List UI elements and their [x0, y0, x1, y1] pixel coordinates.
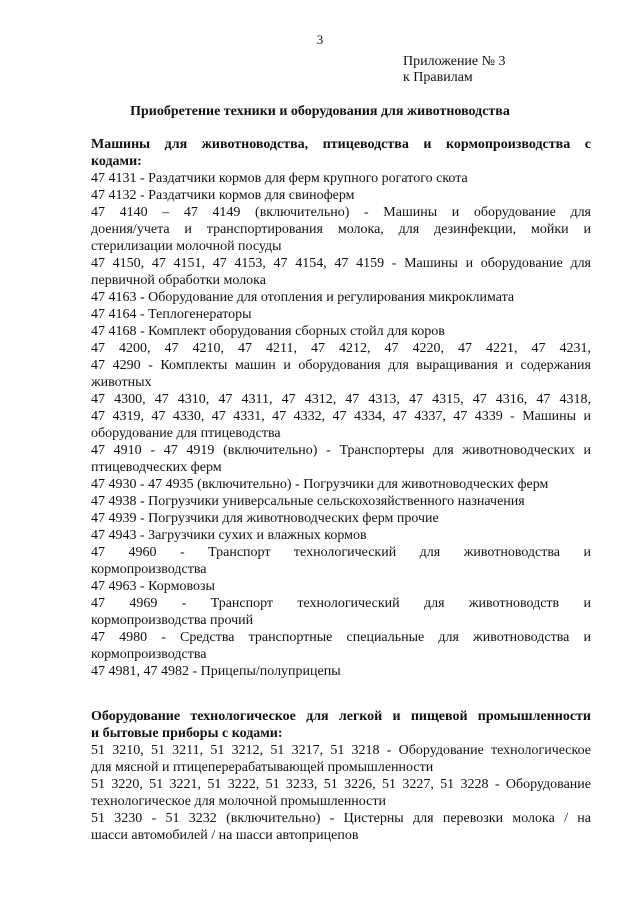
code-line: 51 3210, 51 3211, 51 3212, 51 3217, 51 3218 - Оборудование технологическое	[91, 743, 591, 758]
code-line: 47 4164 - Теплогенераторы	[91, 307, 252, 322]
appendix-line-1: Приложение № 3	[403, 54, 506, 69]
code-line: 47 4938 - Погрузчики универсальные сельскохозяйственного назначения	[91, 494, 525, 509]
code-line: 47 4150, 47 4151, 47 4153, 47 4154, 47 4159 - Машины и оборудование для	[91, 256, 591, 271]
section-1	[91, 136, 591, 680]
code-line: 47 4960 - Транспорт технологический для животноводства и	[91, 545, 591, 560]
code-line: 51 3220, 51 3221, 51 3222, 51 3233, 51 3226, 51 3227, 51 3228 - Оборудование	[91, 777, 591, 792]
code-line: доения/учета и транспортирования молока, для дезинфекции, мойки и	[91, 222, 591, 237]
code-line: 47 4969 - Транспорт технологический для животноводств и	[91, 596, 591, 611]
code-line: шасси автомобилей / на шасси автоприцепов	[91, 828, 359, 843]
section-2	[91, 708, 591, 844]
code-line: 47 4300, 47 4310, 47 4311, 47 4312, 47 4313, 47 4315, 47 4316, 47 4318,	[91, 392, 591, 407]
code-line: технологическое для молочной промышленности	[91, 794, 386, 809]
document-title: Приобретение техники и оборудования для животноводства	[130, 104, 510, 119]
code-line: 47 4200, 47 4210, 47 4211, 47 4212, 47 4220, 47 4221, 47 4231,	[91, 341, 591, 356]
page-number: 3	[316, 32, 324, 47]
code-line: 47 4980 - Средства транспортные специальные для животноводства и	[91, 630, 591, 645]
code-line: кормопроизводства прочий	[91, 613, 254, 628]
section-2-heading: Оборудование технологическое для легкой и пищевой промышленности	[91, 709, 591, 724]
code-line: 47 4963 - Кормовозы	[91, 579, 215, 594]
code-line: 47 4981, 47 4982 - Прицепы/полуприцепы	[91, 664, 341, 679]
code-line: 47 4163 - Оборудование для отопления и регулирования микроклимата	[91, 290, 515, 305]
code-line: животных	[91, 375, 152, 390]
appendix-note	[403, 54, 506, 86]
code-line: 47 4168 - Комплект оборудования сборных стойл для коров	[91, 324, 445, 339]
code-line: оборудование для птицеводства	[91, 426, 281, 441]
code-line: 47 4910 - 47 4919 (включительно) - Транспортеры для животноводческих и	[91, 443, 591, 458]
code-line: 47 4319, 47 4330, 47 4331, 47 4332, 47 4334, 47 4337, 47 4339 - Машины и	[91, 409, 591, 424]
code-line: 47 4939 - Погрузчики для животноводческих ферм прочие	[91, 511, 439, 526]
code-line: 47 4943 - Загрузчики сухих и влажных кормов	[91, 528, 367, 543]
code-line: 47 4132 - Раздатчики кормов для свиноферм	[91, 188, 355, 203]
code-line: 51 3230 - 51 3232 (включительно) - Цистерны для перевозки молока / на	[91, 811, 591, 826]
code-line: первичной обработки молока	[91, 273, 266, 288]
code-line: птицеводческих ферм	[91, 460, 222, 475]
section-2-heading: и бытовые приборы с кодами:	[91, 726, 283, 741]
appendix-line-2: к Правилам	[403, 70, 473, 85]
code-line: для мясной и птицеперерабатывающей промышленности	[91, 760, 434, 775]
code-line: 47 4140 – 47 4149 (включительно) - Машины и оборудование для	[91, 205, 591, 220]
code-line: стерилизации молочной посуды	[91, 239, 282, 254]
code-line: кормопроизводства	[91, 562, 207, 577]
code-line: 47 4930 - 47 4935 (включительно) - Погрузчики для животноводческих ферм	[91, 477, 549, 492]
section-1-heading: кодами:	[91, 154, 142, 169]
code-line: 47 4131 - Раздатчики кормов для ферм крупного рогатого скота	[91, 171, 468, 186]
code-line: кормопроизводства	[91, 647, 207, 662]
section-1-heading: Машины для животноводства, птицеводства и кормопроизводства с	[91, 137, 591, 152]
code-line: 47 4290 - Комплекты машин и оборудования для выращивания и содержания	[91, 358, 591, 373]
